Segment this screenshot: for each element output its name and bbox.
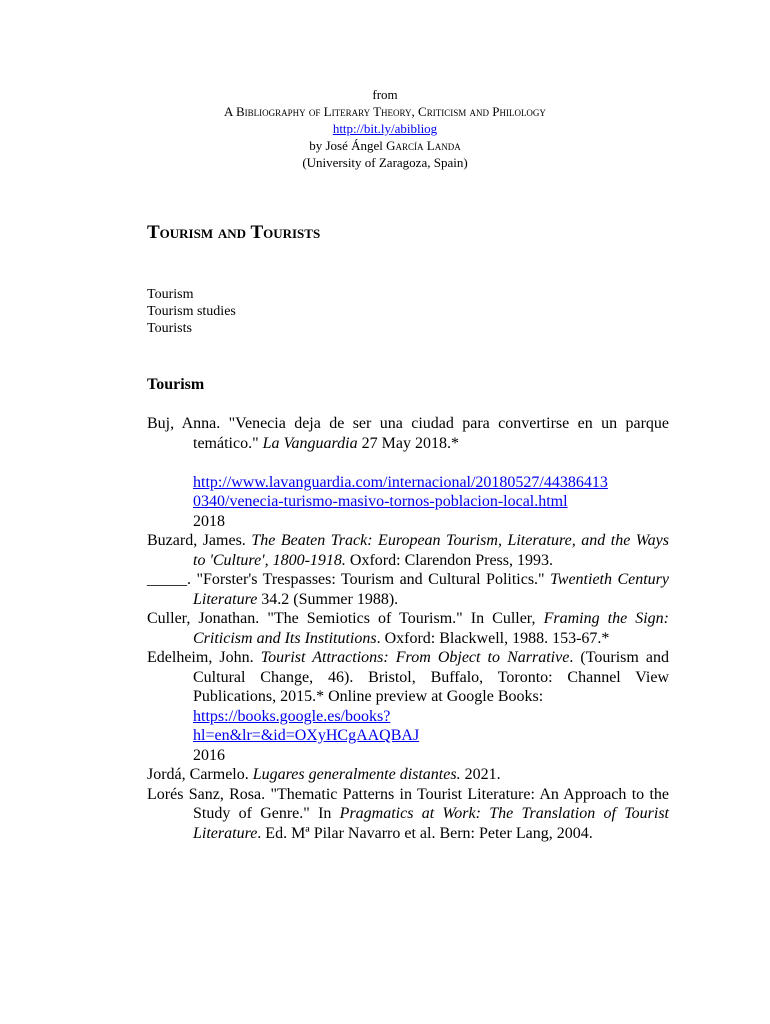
entry-text: Edelheim, John. [147, 649, 261, 666]
entry-year: 2016 [193, 746, 225, 764]
bibliography-title: A Bibliography of Literary Theory, Criticism and Philology [224, 104, 546, 119]
entry-edelheim-link [147, 707, 669, 766]
entry-lores [147, 785, 669, 844]
entry-text: . Oxford: Blackwell, 1988. 153-67.* [376, 629, 610, 647]
from-label: from [372, 87, 398, 102]
entry-text: Buzard, James. [147, 532, 252, 549]
entry-text: . (Tourism and Cultural Change, 46). Bristol, Buffalo, Toronto: Channel View Publications, 2015.* Online preview at Google Books: [193, 649, 670, 705]
entry-text: . Ed. Mª Pilar Navarro et al. Bern: Peter Lang, 2004. [257, 824, 593, 842]
page-title: Tourism and Tourists [147, 222, 321, 243]
bibliography-entries [147, 414, 669, 843]
entry-text: 2021. [460, 766, 501, 783]
table-of-contents [147, 286, 236, 337]
entry-title: Twentieth Century Literature [193, 571, 670, 608]
entry-title: Lugares generalmente distantes. [252, 766, 461, 783]
toc-item-tourists: Tourists [147, 321, 192, 336]
entry-url-line[interactable]: 0340/venecia-turismo-masivo-tornos-poblacion-local.html [193, 493, 568, 510]
entry-year: 2018 [193, 512, 225, 530]
entry-text: 34.2 (Summer 1988). [257, 590, 399, 608]
entry-title: Tourist Attractions: From Object to Narrative [260, 649, 570, 666]
section-title: Tourism [147, 376, 205, 393]
entry-buj-link [147, 473, 669, 532]
entry-text: Oxford: Clarendon Press, 1993. [345, 551, 554, 569]
entry-url-line[interactable]: hl=en&lr=&id=OXyHCgAAQBAJ [193, 727, 420, 744]
bibliography-link[interactable]: http://bit.ly/abibliog [332, 121, 438, 136]
entry-text: Buj, Anna. "Venecia deja de ser una ciudad para convertirse en un parque temático." [147, 415, 669, 452]
entry-buzard-1 [147, 531, 669, 570]
author-prefix: by José Ángel [309, 138, 387, 153]
entry-culler [147, 609, 669, 648]
entry-url-line[interactable]: http://www.lavanguardia.com/internacional/20180527/44386413 [193, 473, 608, 491]
entry-text: Jordá, Carmelo. [147, 766, 253, 783]
author-line [0, 137, 770, 154]
entry-text: 27 May 2018.* [357, 434, 459, 452]
entry-text: Lorés Sanz, Rosa. "Thematic Patterns in Tourist Literature: An Approach to the Study of Genre." In [147, 785, 669, 822]
toc-item-tourism-studies: Tourism studies [147, 304, 236, 319]
entry-title: The Beaten Track: European Tourism, Literature, and the Ways to 'Culture', 1800-1918. [193, 532, 669, 569]
entry-edelheim [147, 648, 669, 707]
spacer [147, 453, 669, 473]
entry-jorda [147, 765, 669, 785]
entry-buj [147, 414, 669, 453]
entry-title: La Vanguardia [262, 434, 358, 452]
toc-item-tourism: Tourism [147, 287, 194, 302]
affiliation: (University of Zaragoza, Spain) [302, 155, 468, 170]
entry-title: Framing the Sign: Criticism and Its Institutions [193, 610, 669, 647]
entry-url-line[interactable]: https://books.google.es/books? [193, 707, 391, 725]
entry-buzard-2 [147, 570, 669, 609]
document-header [0, 86, 770, 171]
author-surname: García Landa [386, 138, 461, 153]
entry-title: Pragmatics at Work: The Translation of Tourist Literature [193, 805, 669, 842]
entry-text: _____. "Forster's Trespasses: Tourism and Cultural Politics." [147, 571, 551, 588]
entry-text: Culler, Jonathan. "The Semiotics of Tourism." In Culler, [147, 610, 544, 627]
